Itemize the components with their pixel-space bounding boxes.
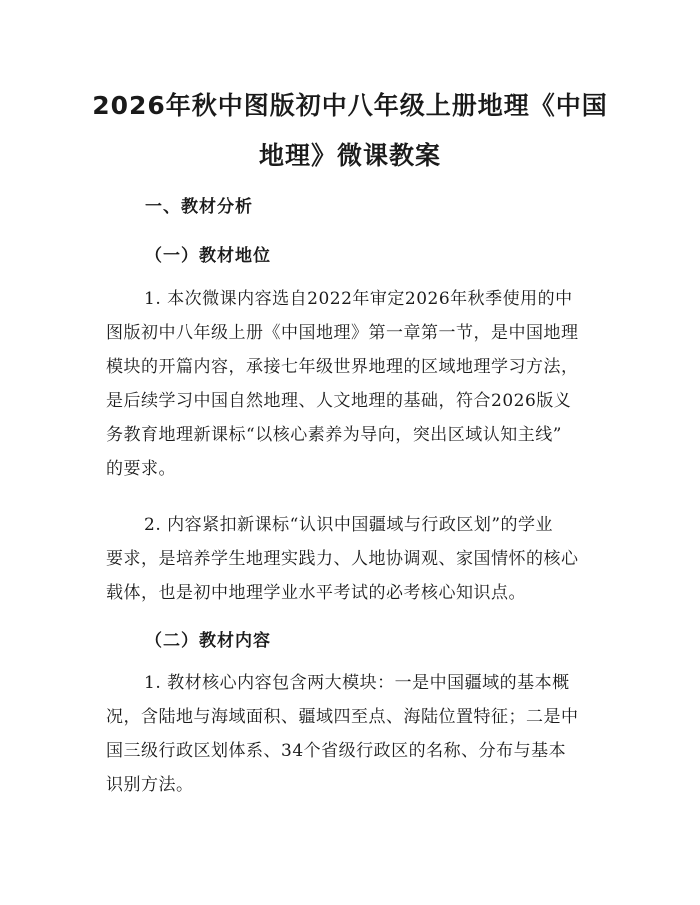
paragraph-material-content-1	[106, 666, 602, 802]
paragraph-line: 图版初中八年级上册《中国地理》第一章第一节，是中国地理	[106, 323, 579, 343]
section-heading-teaching-material-analysis: 一、教材分析	[145, 197, 253, 217]
document-title-line-1: 2026年秋中图版初中八年级上册地理《中国	[92, 91, 608, 120]
paragraph-line: 的要求。	[106, 459, 176, 479]
paragraph-line: 2. 内容紧扣新课标“认识中国疆域与行政区划”的学业	[144, 515, 554, 535]
document-title-line-2: 地理》微课教案	[258, 141, 441, 170]
subsection-heading-material-position: （一）教材地位	[145, 246, 271, 266]
paragraph-material-position-2	[106, 508, 602, 610]
paragraph-line: 识别方法。	[106, 775, 194, 795]
paragraph-line: 况，含陆地与海域面积、疆域四至点、海陆位置特征；二是中	[106, 707, 579, 727]
paragraph-line: 国三级行政区划体系、34个省级行政区的名称、分布与基本	[106, 741, 567, 761]
paragraph-line: 是后续学习中国自然地理、人文地理的基础，符合2026版义	[106, 391, 572, 411]
subsection-heading-material-content: （二）教材内容	[145, 631, 271, 651]
paragraph-line: 要求，是培养学生地理实践力、人地协调观、家国情怀的核心	[106, 549, 579, 569]
paragraph-line: 模块的开篇内容，承接七年级世界地理的区域地理学习方法，	[106, 357, 579, 377]
paragraph-line: 务教育地理新课标“以核心素养为导向，突出区域认知主线”	[106, 425, 562, 445]
paragraph-line: 载体，也是初中地理学业水平考试的必考核心知识点。	[106, 583, 526, 603]
paragraph-material-position-1	[106, 282, 602, 486]
paragraph-line: 1. 本次微课内容选自2022年审定2026年秋季使用的中	[144, 289, 573, 309]
paragraph-line: 1. 教材核心内容包含两大模块：一是中国疆域的基本概	[144, 673, 570, 693]
